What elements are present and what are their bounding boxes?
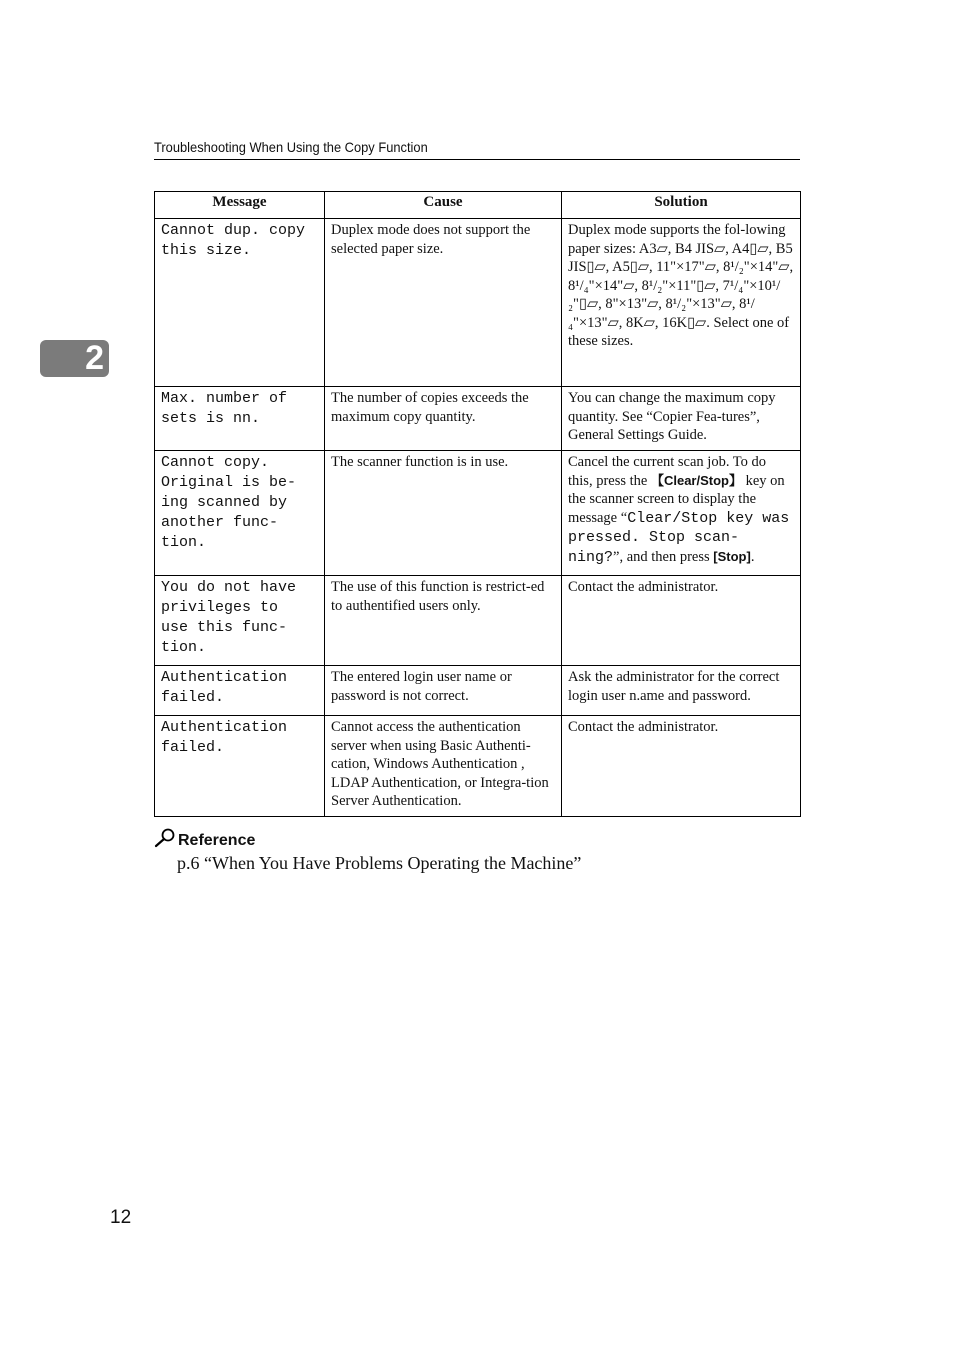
running-header xyxy=(154,138,800,160)
column-header-message: Message xyxy=(155,192,325,219)
magnifier-icon xyxy=(154,832,178,849)
message-cell: Cannot dup. copy this size. xyxy=(155,219,325,387)
table-row xyxy=(155,387,801,451)
stop-key-label: [Stop] xyxy=(713,548,751,564)
chapter-number: 2 xyxy=(85,339,104,377)
screen-message-text: Clear/Stop key was pressed. Stop scan-ning? xyxy=(568,509,790,566)
reference-heading xyxy=(154,828,255,850)
cause-cell: The entered login user name or password is not correct. xyxy=(325,666,562,716)
solution-text: ”, and then press xyxy=(613,548,714,565)
message-cell: You do not have privileges to use this func- tion. xyxy=(155,576,325,666)
table-row xyxy=(155,219,801,387)
table-row xyxy=(155,666,801,716)
solution-cell: Duplex mode supports the fol-lowing paper sizes: A3▱, B4 JIS▱, A4▯▱, B5 JIS▯▱, A5▯▱, 11"×17"▱, 8¹/₂"×14"▱, 8¹/₄"×14"▱, 8¹/₂"×11"▯▱, 7¹/₄"×10¹/₂"▯▱, 8"×13"▱, 8¹/₂"×13"▱, 8¹/₄"×13"▱, 8K▱, 16K▯▱. Select one of these sizes. xyxy=(562,219,801,387)
solution-cell: Ask the administrator for the correct login user n.ame and password. xyxy=(562,666,801,716)
solution-cell xyxy=(562,451,801,576)
column-header-cause: Cause xyxy=(325,192,562,219)
cause-cell: Duplex mode does not support the selected paper size. xyxy=(325,219,562,387)
solution-cell: You can change the maximum copy quantity. See “Copier Fea-tures”, General Settings Guide. xyxy=(562,387,801,451)
table-header-row xyxy=(155,192,801,219)
chapter-tab xyxy=(40,340,109,377)
table-row xyxy=(155,451,801,576)
column-header-solution: Solution xyxy=(562,192,801,219)
table-row xyxy=(155,716,801,817)
solution-text: key on the scanner screen to display the message “ xyxy=(568,472,785,526)
table-row xyxy=(155,576,801,666)
cause-cell: The use of this function is restrict-ed to authentified users only. xyxy=(325,576,562,666)
solution-cell: Contact the administrator. xyxy=(562,716,801,817)
message-cell: Authentication failed. xyxy=(155,666,325,716)
page-number: 12 xyxy=(110,1207,132,1228)
cause-cell: Cannot access the authentication server when using Basic Authenti-cation, Windows Authentication , LDAP Authentication, or Integra-tion Server Authentication. xyxy=(325,716,562,817)
solution-cell: Contact the administrator. xyxy=(562,576,801,666)
reference-label: Reference xyxy=(178,832,256,849)
running-header-title: Troubleshooting When Using the Copy Function xyxy=(154,139,428,155)
message-table xyxy=(154,191,801,817)
solution-text: Cancel the current scan job. To do this, press the xyxy=(568,454,767,489)
message-cell: Cannot copy. Original is be- ing scanned by another func- tion. xyxy=(155,451,325,576)
cause-cell: The number of copies exceeds the maximum copy quantity. xyxy=(325,387,562,451)
solution-text: . xyxy=(750,548,755,565)
clear-stop-key-label: 【Clear/Stop】 xyxy=(650,472,742,488)
message-cell: Authentication failed. xyxy=(155,716,325,817)
message-cell: Max. number of sets is nn. xyxy=(155,387,325,451)
reference-link-text: p.6 “When You Have Problems Operating the Machine” xyxy=(177,853,582,873)
cause-cell: The scanner function is in use. xyxy=(325,451,562,576)
